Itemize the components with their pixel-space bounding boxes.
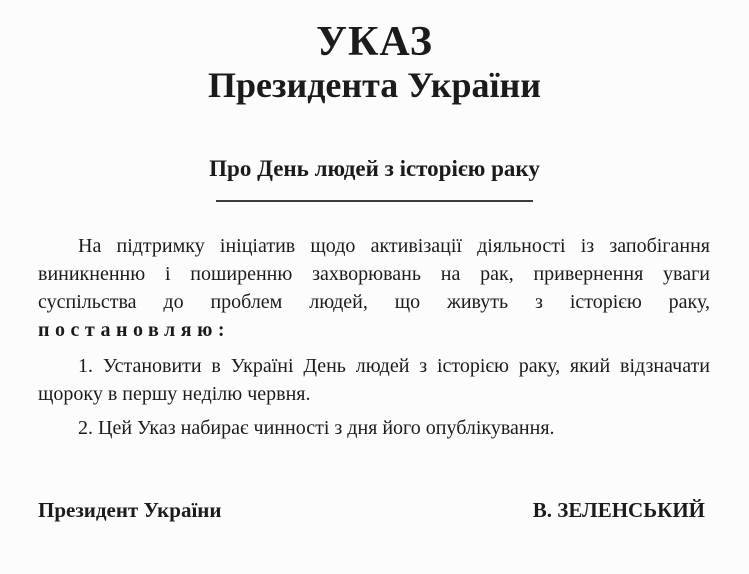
document-header: [0, 0, 749, 105]
decree-subject: Про День людей з історією раку: [209, 156, 540, 181]
decree-body: [38, 232, 710, 442]
article-1: 1. Установити в Україні День людей з історією раку, який відзначати щороку в першу неділю червня.: [38, 355, 710, 405]
signature-name: В. ЗЕЛЕНСЬКИЙ: [532, 498, 705, 522]
document-title: УКАЗ: [316, 19, 433, 65]
intro-paragraph: На підтримку ініціатив щодо активізації діяльності із запобігання виникненню і поширенню захворювань на рак, привернення уваги суспільства до проблем людей, що живуть з історією раку,: [38, 235, 710, 313]
signature-row: [38, 496, 705, 524]
document-subtitle: Президента України: [208, 65, 541, 105]
signature-position: Президент України: [38, 498, 222, 522]
resolve-word: постановляю:: [38, 319, 231, 341]
article-2: 2. Цей Указ набирає чинності з дня його опублікування.: [78, 417, 555, 439]
subject-underline: [216, 200, 533, 202]
